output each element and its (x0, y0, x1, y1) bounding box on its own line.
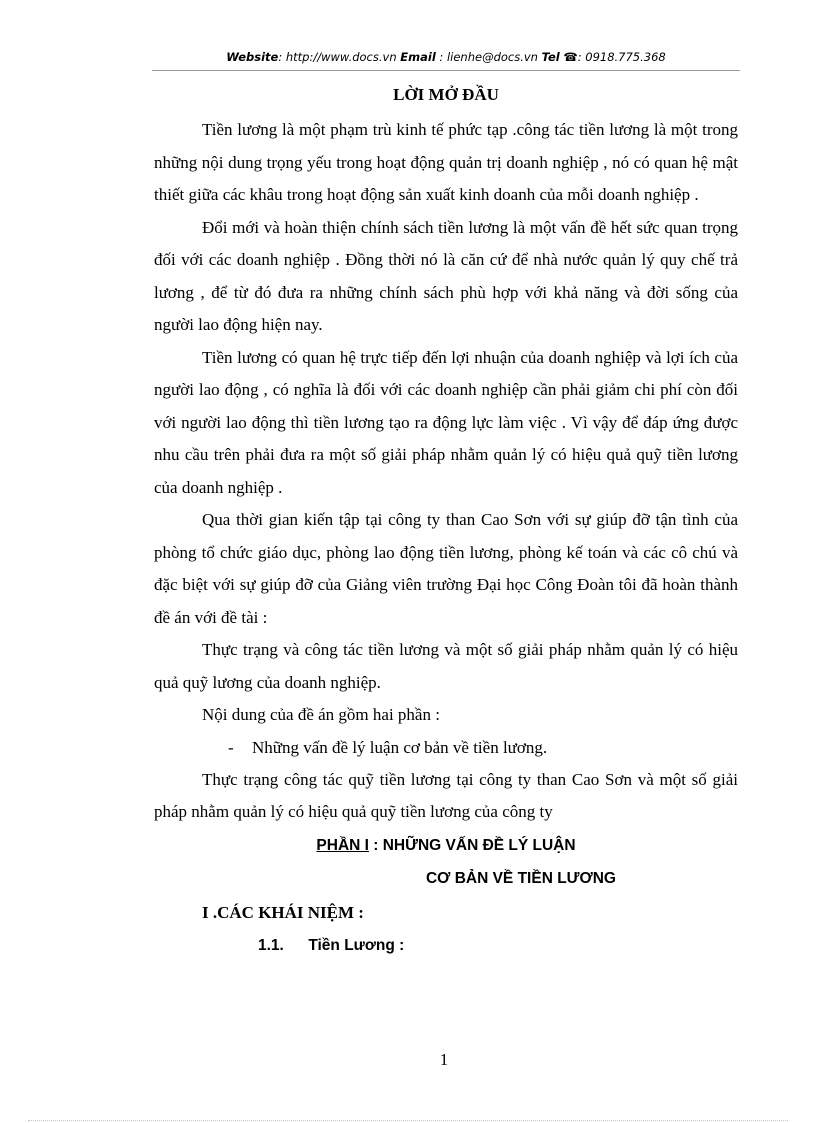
bullet-text: Những vấn đề lý luận cơ bản về tiền lương. (252, 737, 548, 757)
email-address[interactable]: : lienhe@docs.vn (435, 50, 538, 64)
website-url[interactable]: : http://www.docs.vn (278, 50, 397, 64)
document-body (154, 84, 738, 963)
paragraph: Đổi mới và hoàn thiện chính sách tiền lương là một vấn đề hết sức quan trọng đối với các doanh nghiệp . Đồng thời nó là căn cứ để nhà nước quản lý quy chế trả lương , để từ đó đưa ra những chính sách phù hợp với khả năng và đời sống của người lao động hiện nay. (154, 217, 738, 334)
paragraph: Qua thời gian kiến tập tại công ty than Cao Sơn với sự giúp đỡ tận tình của phòng tổ chức giáo dục, phòng lao động tiền lương, phòng kế toán và các cô chú và đặc biệt với sự giúp đỡ của Giảng viên trường Đại học Công Đoàn tôi đã hoàn thành đề án với đề tài : (154, 510, 738, 627)
page-number: 1 (439, 1050, 449, 1069)
paragraph: Thực trạng và công tác tiền lương và một số giải pháp nhằm quản lý có hiệu quả quỹ lương của doanh nghiệp. (154, 640, 738, 692)
bullet-item (154, 732, 738, 764)
page-bottom-divider (28, 1120, 788, 1121)
page-header (152, 50, 740, 64)
bullet-dash: - (228, 737, 234, 757)
part-label: PHẦN I (316, 836, 369, 854)
paragraph: Tiền lương có quan hệ trực tiếp đến lợi nhuận của doanh nghiệp và lợi ích của người lao động , có nghĩa là đối với các doanh nghiệp cần phải giảm chi phí còn đối với người lao động thì tiền lương tạo ra động lực làm việc . Vì vậy để đáp ứng được nhu cầu trên phải đưa ra một số giải pháp nhằm quản lý có hiệu quả quỹ tiền lương của doanh nghiệp . (154, 347, 738, 497)
header-divider (152, 70, 740, 71)
telephone-icon: ☎ (563, 50, 578, 64)
paragraph: Thực trạng công tác quỹ tiền lương tại công ty than Cao Sơn và một số giải pháp nhằm quản lý có hiệu quả quỹ tiền lương của công ty (154, 769, 738, 821)
part-heading-line2: CƠ BẢN VỀ TIỀN LƯƠNG (425, 869, 616, 887)
website-label: Website (226, 50, 279, 64)
paragraph: Nội dung của đề án gồm hai phần : (202, 705, 440, 724)
email-label: Email (400, 50, 436, 64)
paragraph: Tiền lương là một phạm trù kinh tế phức tạp .công tác tiền lương là một trong những nội dung trọng yếu trong hoạt động quản trị doanh nghiệp , nó có quan hệ mật thiết giữa các khâu trong hoạt động sản xuất kinh doanh của mỗi doanh nghiệp . (154, 120, 738, 204)
subsection-heading (258, 929, 738, 963)
tel-number: : 0918.775.368 (577, 50, 666, 64)
document-title: LỜI MỞ ĐẦU (393, 85, 499, 104)
subsection-title: Tiền Lương : (308, 936, 405, 954)
part-heading (154, 829, 738, 862)
section-heading: I .CÁC KHÁI NIỆM : (202, 902, 364, 922)
part-title: : NHỮNG VẤN ĐỀ LÝ LUẬN (373, 836, 576, 854)
tel-label: Tel (541, 50, 560, 64)
subsection-number: 1.1. (258, 936, 284, 954)
